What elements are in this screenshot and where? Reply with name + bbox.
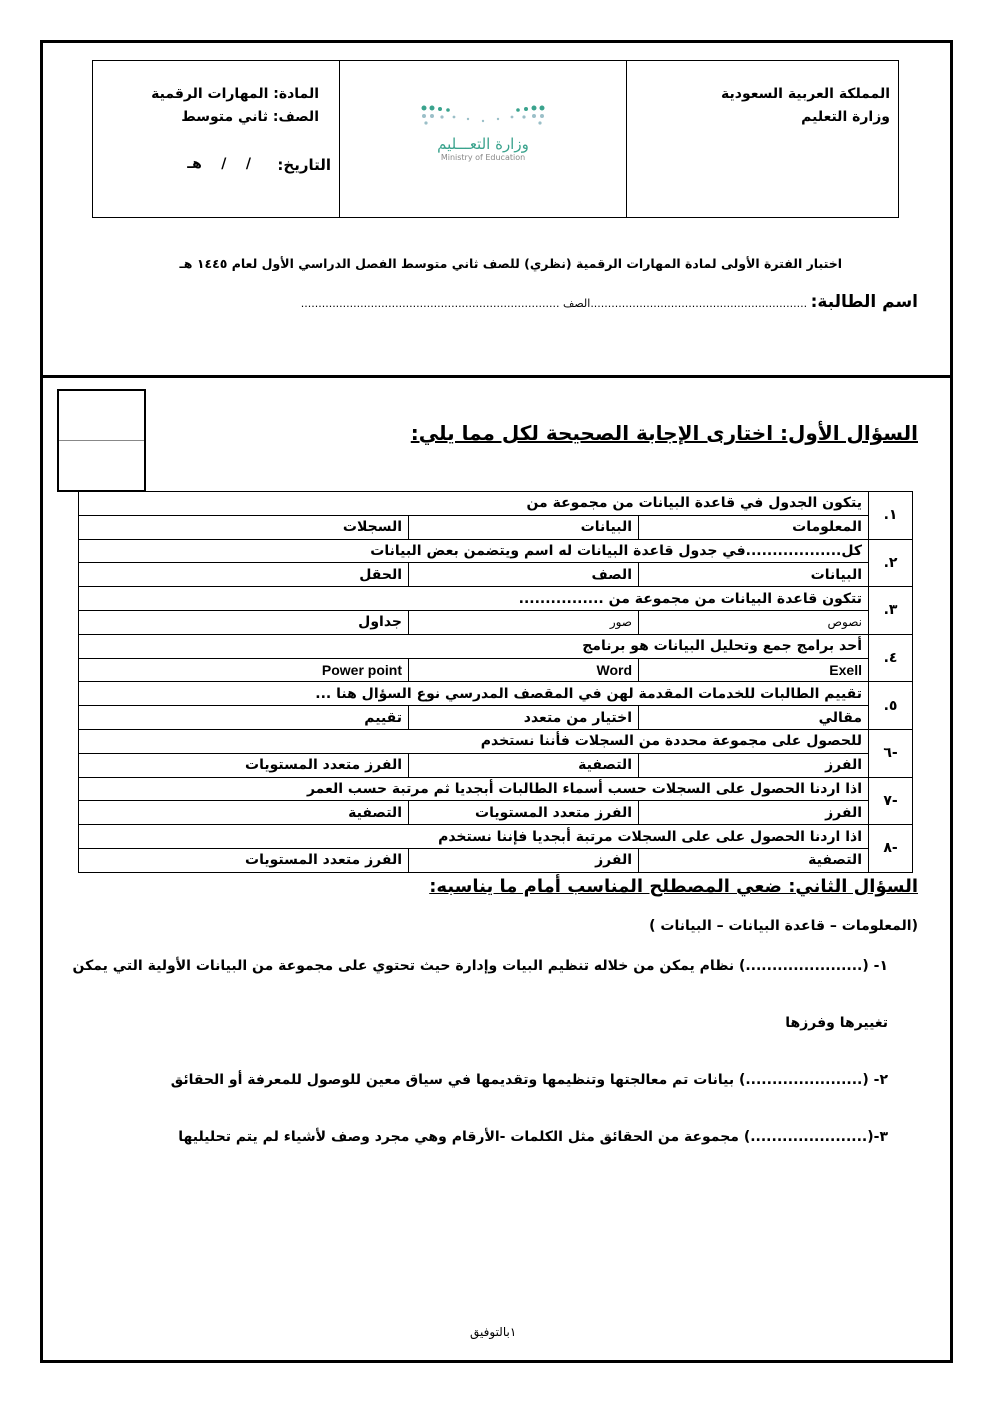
answer-option[interactable]: الفرز (639, 753, 869, 777)
class-field[interactable]: .......................................................................... (300, 297, 560, 310)
answer-option[interactable]: الفرز متعدد المستويات (409, 801, 639, 825)
answer-option[interactable]: الفرز (639, 801, 869, 825)
answer-option[interactable]: تقييم (79, 706, 409, 730)
date-label: التاريخ: (277, 156, 331, 174)
q1-title: السؤال الأول: اختارى الإجابة الصحيحة لكل مما يلي: (410, 421, 918, 445)
answer-option[interactable]: البيانات (639, 563, 869, 587)
answer-option[interactable]: جداول (79, 610, 409, 634)
class-label: الصف (562, 297, 591, 310)
answer-option[interactable]: مقالي (639, 706, 869, 730)
question-text: اذا اردنا الحصول على السجلات حسب أسماء الطالبات أبجديا ثم مرتبة حسب العمر (79, 777, 869, 801)
grade: الصف: ثاني متوسط (181, 109, 319, 125)
question-row (79, 777, 913, 801)
question-number: ٤. (869, 634, 913, 682)
question-number: ٣. (869, 587, 913, 635)
answer-option[interactable]: التصفية (79, 801, 409, 825)
answer-option[interactable]: البيانات (409, 515, 639, 539)
answer-option[interactable]: اختيار من متعدد (409, 706, 639, 730)
question-text: اذا اردنا الحصول على على السجلات مرتبة أبجديا فإننا نستخدم (79, 825, 869, 849)
question-number: -٨ (869, 825, 913, 873)
answer-option[interactable]: الصف (409, 563, 639, 587)
logo-english: Ministry of Education (440, 153, 526, 162)
q2-terms: (المعلومات – قاعدة البيانات – البيانات ) (649, 918, 918, 934)
answer-option[interactable]: التصفية (409, 753, 639, 777)
options-row (79, 563, 913, 587)
options-row (79, 658, 913, 682)
question-row (79, 587, 913, 611)
answer-option[interactable]: الفرز (409, 848, 639, 872)
q2-item-3: ٣-(......................) مجموعة من الحقائق مثل الكلمات -الأرقام وهي مجرد وصف لأشياء لم يتم تحليليها (178, 1129, 888, 1145)
logo-dots-icon (418, 103, 548, 131)
answer-option[interactable]: الفرز متعدد المستويات (79, 753, 409, 777)
header-country-cell (626, 61, 898, 217)
question-number: ٥. (869, 682, 913, 730)
question-number: -٦ (869, 729, 913, 777)
date-value: / / هـ (187, 156, 251, 172)
options-row (79, 706, 913, 730)
question-text: يتكون الجدول في قاعدة البيانات من مجموعة من (79, 492, 869, 516)
q2-title: السؤال الثاني: ضعي المصطلح المناسب أمام ما يناسبه: (429, 876, 918, 897)
answer-option[interactable]: السجلات (79, 515, 409, 539)
student-name-label: اسم الطالبة: (810, 292, 918, 312)
answer-option[interactable]: Exell (639, 658, 869, 682)
header-logo-cell (339, 61, 626, 217)
answer-option[interactable]: صور (409, 610, 639, 634)
q2-item-2: ٢- (......................) بيانات تم معالجتها وتنظيمها وتقديمها في سياق معين للوصول للمعرفة أو الحقائق (170, 1072, 888, 1088)
question-text: للحصول على مجموعة محددة من السجلات فأننا نستخدم (79, 729, 869, 753)
answer-option[interactable]: Word (409, 658, 639, 682)
question-row (79, 729, 913, 753)
answer-option[interactable]: التصفية (639, 848, 869, 872)
answer-option[interactable]: نصوص (639, 610, 869, 634)
question-text: أحد برامج جمع وتحليل البيانات هو برنامج (79, 634, 869, 658)
answer-option[interactable]: Power point (79, 658, 409, 682)
options-row (79, 753, 913, 777)
question-number: -٧ (869, 777, 913, 825)
q2-item-1: ١- (......................) نظام يمكن من خلاله تنظيم البيات وإدارة حيث تحتوي على مجموعة من البيانات الأولية التي يمكن (72, 958, 888, 974)
answer-option[interactable]: الحقل (79, 563, 409, 587)
student-line (301, 292, 918, 312)
question-row (79, 825, 913, 849)
question-number: ١. (869, 492, 913, 540)
options-row (79, 848, 913, 872)
question-text: تقييم الطالبات للخدمات المقدمة لهن في المقصف المدرسي نوع السؤال هنا ... (79, 682, 869, 706)
answer-option[interactable]: المعلومات (639, 515, 869, 539)
question-text: كل..................في جدول قاعدة البيانات له اسم ويتضمن بعض البيانات (79, 539, 869, 563)
question-text: تتكون قاعدة البيانات من مجموعة من ................ (79, 587, 869, 611)
subject: المادة: المهارات الرقمية (151, 86, 319, 102)
options-row (79, 610, 913, 634)
exam-title: اختبار الفترة الأولى لمادة المهارات الرقمية (نظري) للصف ثاني متوسط الفصل الدراسي الأول لعام ١٤٤٥ هـ (179, 256, 842, 271)
student-name-field[interactable]: .............................................................. (590, 297, 808, 310)
divider (43, 375, 950, 378)
question-number: ٢. (869, 539, 913, 587)
q2-item-1-cont: تغييرها وفرزها (785, 1015, 888, 1031)
score-box (57, 389, 146, 492)
country: المملكة العربية السعودية (721, 86, 890, 102)
footer: ١بالتوفيق (470, 1325, 517, 1339)
options-row (79, 801, 913, 825)
header-table (92, 60, 899, 218)
q1-table (78, 491, 913, 873)
header-subject-cell (93, 61, 339, 217)
ministry-logo (418, 103, 548, 162)
ministry: وزارة التعليم (801, 109, 890, 125)
question-row (79, 634, 913, 658)
question-row (79, 492, 913, 516)
question-row (79, 682, 913, 706)
question-row (79, 539, 913, 563)
logo-arabic: وزارة التعـــليم (437, 135, 529, 153)
answer-option[interactable]: الفرز متعدد المستويات (79, 848, 409, 872)
options-row (79, 515, 913, 539)
